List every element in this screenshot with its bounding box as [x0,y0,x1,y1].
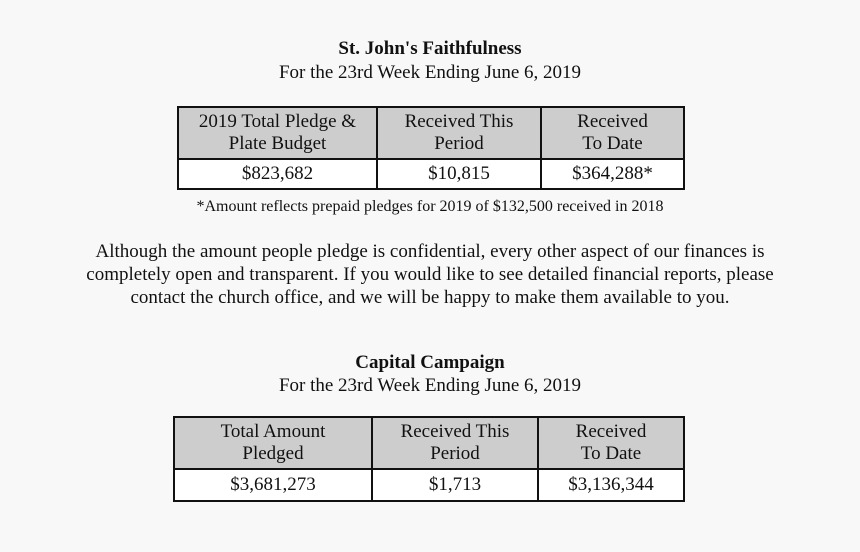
header-received-period: Received This Period [372,417,538,469]
capital-campaign-table [173,416,685,502]
faithfulness-table [177,106,685,190]
header-total-pledged: Total Amount Pledged [174,417,372,469]
value-pledged: $3,681,273 [174,469,372,501]
transparency-statement: Although the amount people pledge is confidential, every other aspect of our finances is completely open and transparent. If you would like to see detailed financial reports, please contact the church office, and we will be happy to make them available to you. [86,241,774,308]
capital-campaign-subtitle: For the 23rd Week Ending June 6, 2019 [278,375,582,396]
faithfulness-title: St. John's Faithfulness [338,38,522,59]
capital-campaign-title: Capital Campaign [355,352,505,373]
value-received-period: $1,713 [372,469,538,501]
footnote: *Amount reflects prepaid pledges for 2019 of $132,500 received in 2018 [196,198,664,215]
header-received-to-date: Received To Date [541,107,684,159]
header-received-period: Received This Period [377,107,541,159]
table-row [178,159,684,189]
value-received-period: $10,815 [377,159,541,189]
value-received-to-date: $364,288* [541,159,684,189]
table-header-row [178,107,684,159]
table-row [174,469,684,501]
header-total-pledge: 2019 Total Pledge & Plate Budget [178,107,377,159]
value-received-to-date: $3,136,344 [538,469,684,501]
header-received-to-date: Received To Date [538,417,684,469]
value-budget: $823,682 [178,159,377,189]
table-header-row [174,417,684,469]
faithfulness-subtitle: For the 23rd Week Ending June 6, 2019 [278,62,582,83]
